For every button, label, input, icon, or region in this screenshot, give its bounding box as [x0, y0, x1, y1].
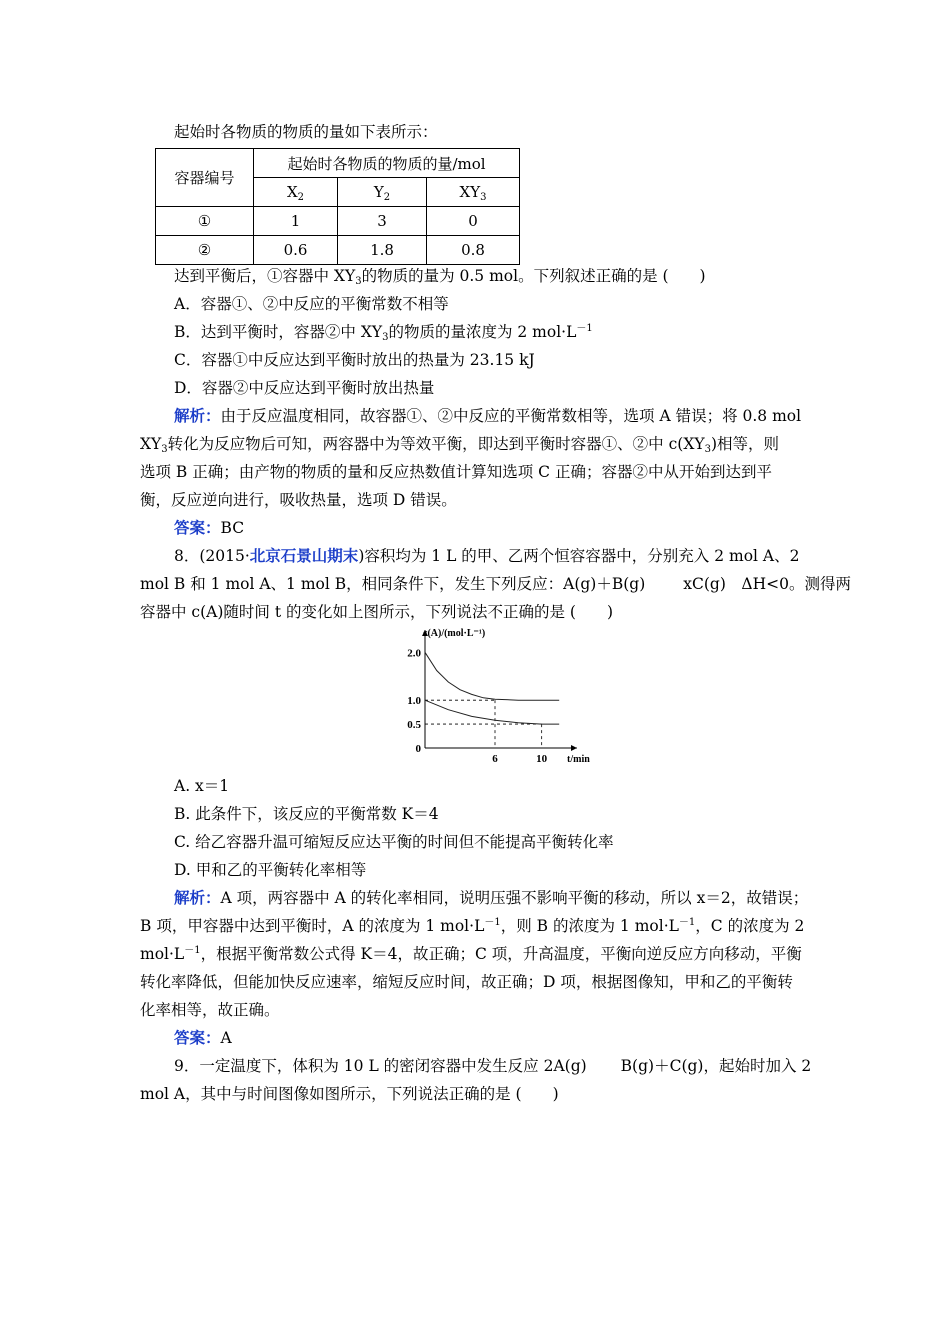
- q9-line-1: 9．一定温度下，体积为 10 L 的密闭容器中发生反应 2A(g) B(g)＋C(g)，起始时加入 2: [174, 1057, 812, 1075]
- y-axis-label: c(A)/(mol·L⁻¹): [423, 628, 486, 639]
- table-row: [156, 236, 520, 265]
- x-axis-label: t/min: [567, 754, 590, 765]
- q8-line-3: 容器中 c(A)随时间 t 的变化如上图所示，下列说法不正确的是 ( ): [140, 603, 614, 621]
- initial-amount-table: [155, 148, 520, 265]
- q7-analysis-line-4: 衡，反应逆向进行，吸收热量，选项 D 错误。: [140, 491, 457, 509]
- table-intro: 起始时各物质的物质的量如下表所示：: [174, 123, 438, 141]
- table-header-x2: $X_2$: [254, 178, 338, 207]
- q7-answer: 答案：BC: [174, 518, 245, 537]
- table-header-container: 容器编号: [156, 149, 254, 207]
- q7-analysis-line-1: 解析：由于反应温度相同，故容器①、②中反应的平衡常数相等，选项 A 错误；将 0.8 mol: [174, 406, 802, 425]
- q8-analysis-line-1: 解析：A 项，两容器中 A 的转化率相同，说明压强不影响平衡的移动，所以 x＝2，故错误；: [174, 888, 809, 907]
- analysis-label: 解析：: [174, 406, 221, 425]
- q8-line-2: mol B 和 1 mol A、1 mol B，相同条件下，发生下列反应：A(g)＋B(g) xC(g) ΔH<0。测得两: [140, 575, 851, 593]
- q8-option-b: B. 此条件下，该反应的平衡常数 K＝4: [174, 805, 439, 823]
- series-line-yi: [425, 700, 559, 724]
- q7-option-a: A．容器①、②中反应的平衡常数不相等: [174, 295, 449, 313]
- y-tick-label: 1.0: [407, 695, 421, 708]
- table-cell: 0.6: [254, 236, 338, 265]
- x-axis-arrow: [571, 745, 577, 751]
- q8-analysis-line-4: 转化率降低，但能加快反应速率，缩短反应时间，故正确；D 项，根据图像知，甲和乙的平衡转: [140, 973, 793, 991]
- x-tick-label: 10: [536, 753, 548, 765]
- table-header-y2: $Y_2$: [338, 178, 427, 207]
- analysis-label: 解析：: [174, 888, 221, 907]
- q7-option-c: C．容器①中反应达到平衡时放出的热量为 23.15 kJ: [174, 351, 535, 369]
- y-tick-label: 0.5: [407, 719, 421, 732]
- q7-analysis-line-2: $XY_3$转化为反应物后可知，两容器中为等效平衡，即达到平衡时容器①、②中 $c(XY_3)$相等，则: [140, 435, 780, 455]
- q7-analysis-line-3: 选项 B 正确；由产物的物质的量和反应热数值计算知选项 C 正确；容器②中从开始到达到平: [140, 463, 772, 481]
- table-cell: 0.8: [427, 236, 520, 265]
- answer-label: 答案：: [174, 518, 221, 537]
- q8-answer: 答案：A: [174, 1028, 232, 1047]
- table-header-group: 起始时各物质的物质的量/mol: [254, 149, 520, 178]
- table-cell: ①: [156, 207, 254, 236]
- table-cell: 1: [254, 207, 338, 236]
- q8-option-a: A. x＝1: [174, 777, 230, 795]
- table-cell: ②: [156, 236, 254, 265]
- q8-source: 北京石景山期末: [249, 546, 359, 565]
- q7-stem: 达到平衡后，①容器中 $XY_3$的物质的量为 0.5 mol。下列叙述正确的是 ( ): [174, 267, 706, 287]
- answer-label: 答案：: [174, 1028, 221, 1047]
- q8-analysis-line-2: B 项，甲容器中达到平衡时，A 的浓度为 1 $mol\cdot L^{-1}$，则 B 的浓度为 1 $mol\cdot L^{-1}$，C 的浓度为 2: [140, 917, 805, 935]
- table-header-xy3: $XY_3$: [427, 178, 520, 207]
- q9-line-2: mol A，其中与时间图像如图所示，下列说法正确的是 ( ): [140, 1085, 559, 1103]
- q8-option-d: D. 甲和乙的平衡转化率相等: [174, 861, 367, 879]
- q7-option-d: D．容器②中反应达到平衡时放出热量: [174, 379, 435, 397]
- q8-analysis-line-5: 化率相等，故正确。: [140, 1001, 280, 1019]
- series-line-jia: [425, 652, 559, 700]
- q7-option-b: B．达到平衡时，容器②中 $XY_3$的物质的量浓度为 2 $mol\cdot L^{-1}$: [174, 323, 593, 343]
- q8-analysis-line-3: $mol\cdot L^{-1}$，根据平衡常数公式得 K＝4，故正确；C 项，升高温度，平衡向逆反应方向移动，平衡: [140, 945, 802, 963]
- table-cell: 0: [427, 207, 520, 236]
- concentration-time-chart: [395, 628, 590, 768]
- y-tick-label: 0: [415, 743, 421, 755]
- q8-option-c: C. 给乙容器升温可缩短反应达平衡的时间但不能提高平衡转化率: [174, 833, 614, 851]
- y-tick-label: 2.0: [407, 647, 421, 660]
- x-tick-label: 6: [492, 753, 498, 765]
- table-cell: 3: [338, 207, 427, 236]
- table-row: [156, 207, 520, 236]
- q8-line-1: 8．(2015·北京石景山期末)容积均为 1 L 的甲、乙两个恒容容器中，分别充入 2 mol A、2: [174, 546, 800, 565]
- table-cell: 1.8: [338, 236, 427, 265]
